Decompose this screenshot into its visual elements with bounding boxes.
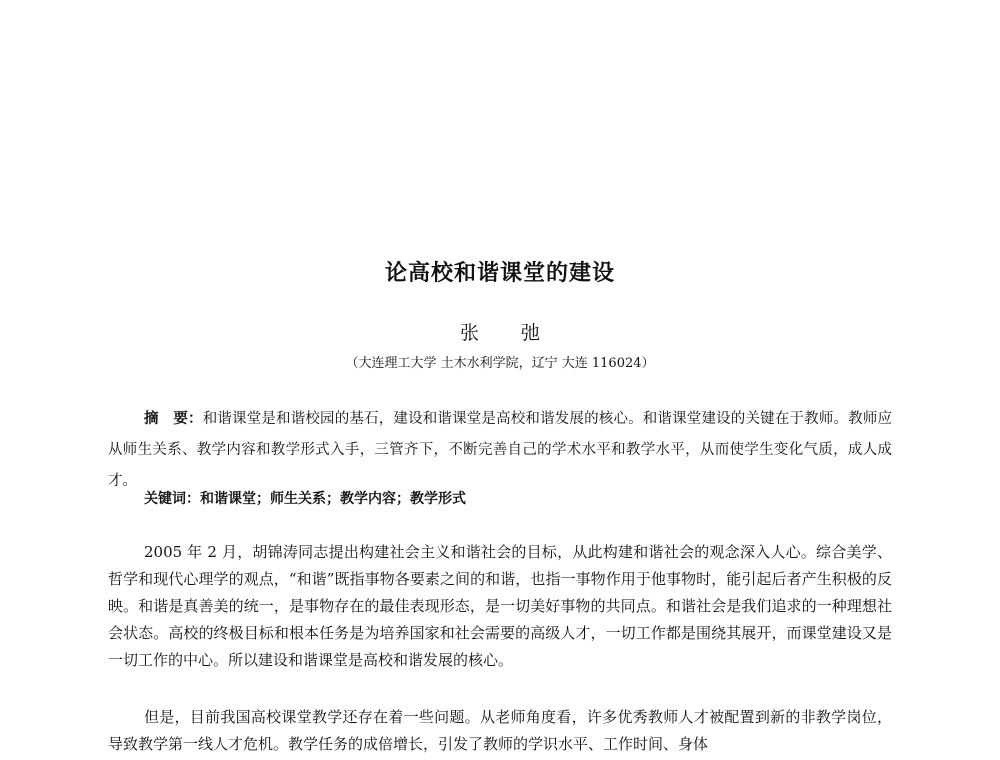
- keywords: [144, 488, 892, 508]
- abstract: [108, 403, 892, 497]
- abstract-text: 和谐课堂是和谐校园的基石，建设和谐课堂是高校和谐发展的核心。和谐课堂建设的关键在于教师。教师应从师生关系、教学内容和教学形式入手，三管齐下，不断完善自己的学术水平和教学水平，从而使学生变化气质，成人成才。: [108, 411, 893, 489]
- body-paragraph: 但是，目前我国高校课堂教学还存在着一些问题。从老师角度看，许多优秀教师人才被配置到新的非教学岗位，导致教学第一线人才危机。教学任务的成倍增长，引发了教师的学识水平、工作时间、身体: [108, 708, 892, 753]
- keywords-label: 关键词：: [144, 491, 200, 507]
- paper-title: 论高校和谐课堂的建设: [384, 261, 615, 286]
- keywords-text: 和谐课堂；师生关系；教学内容；教学形式: [200, 491, 466, 507]
- author-affiliation: （大连理工大学 土木水利学院，辽宁 大连 116024）: [345, 356, 655, 371]
- body-paragraph: 2005 年 2 月，胡锦涛同志提出构建社会主义和谐社会的目标，从此构建和谐社会的观念深入人心。综合美学、哲学和现代心理学的观点，“和谐”既指事物各要素之间的和谐，也指一事物作用于他事物时，能引起后者产生积极的反映。和谐是真善美的统一，是事物存在的最佳表现形态，是一切美好事物的共同点。和谐社会是我们追求的一种理想社会状态。高校的终极目标和根本任务是为培养国家和社会需要的高级人才，一切工作都是围绕其展开，而课堂建设又是一切工作的中心。所以建设和谐课堂是高校和谐发展的核心。: [108, 543, 892, 669]
- abstract-label: 摘 要：: [144, 410, 203, 427]
- author-name: 张 弛: [459, 322, 559, 344]
